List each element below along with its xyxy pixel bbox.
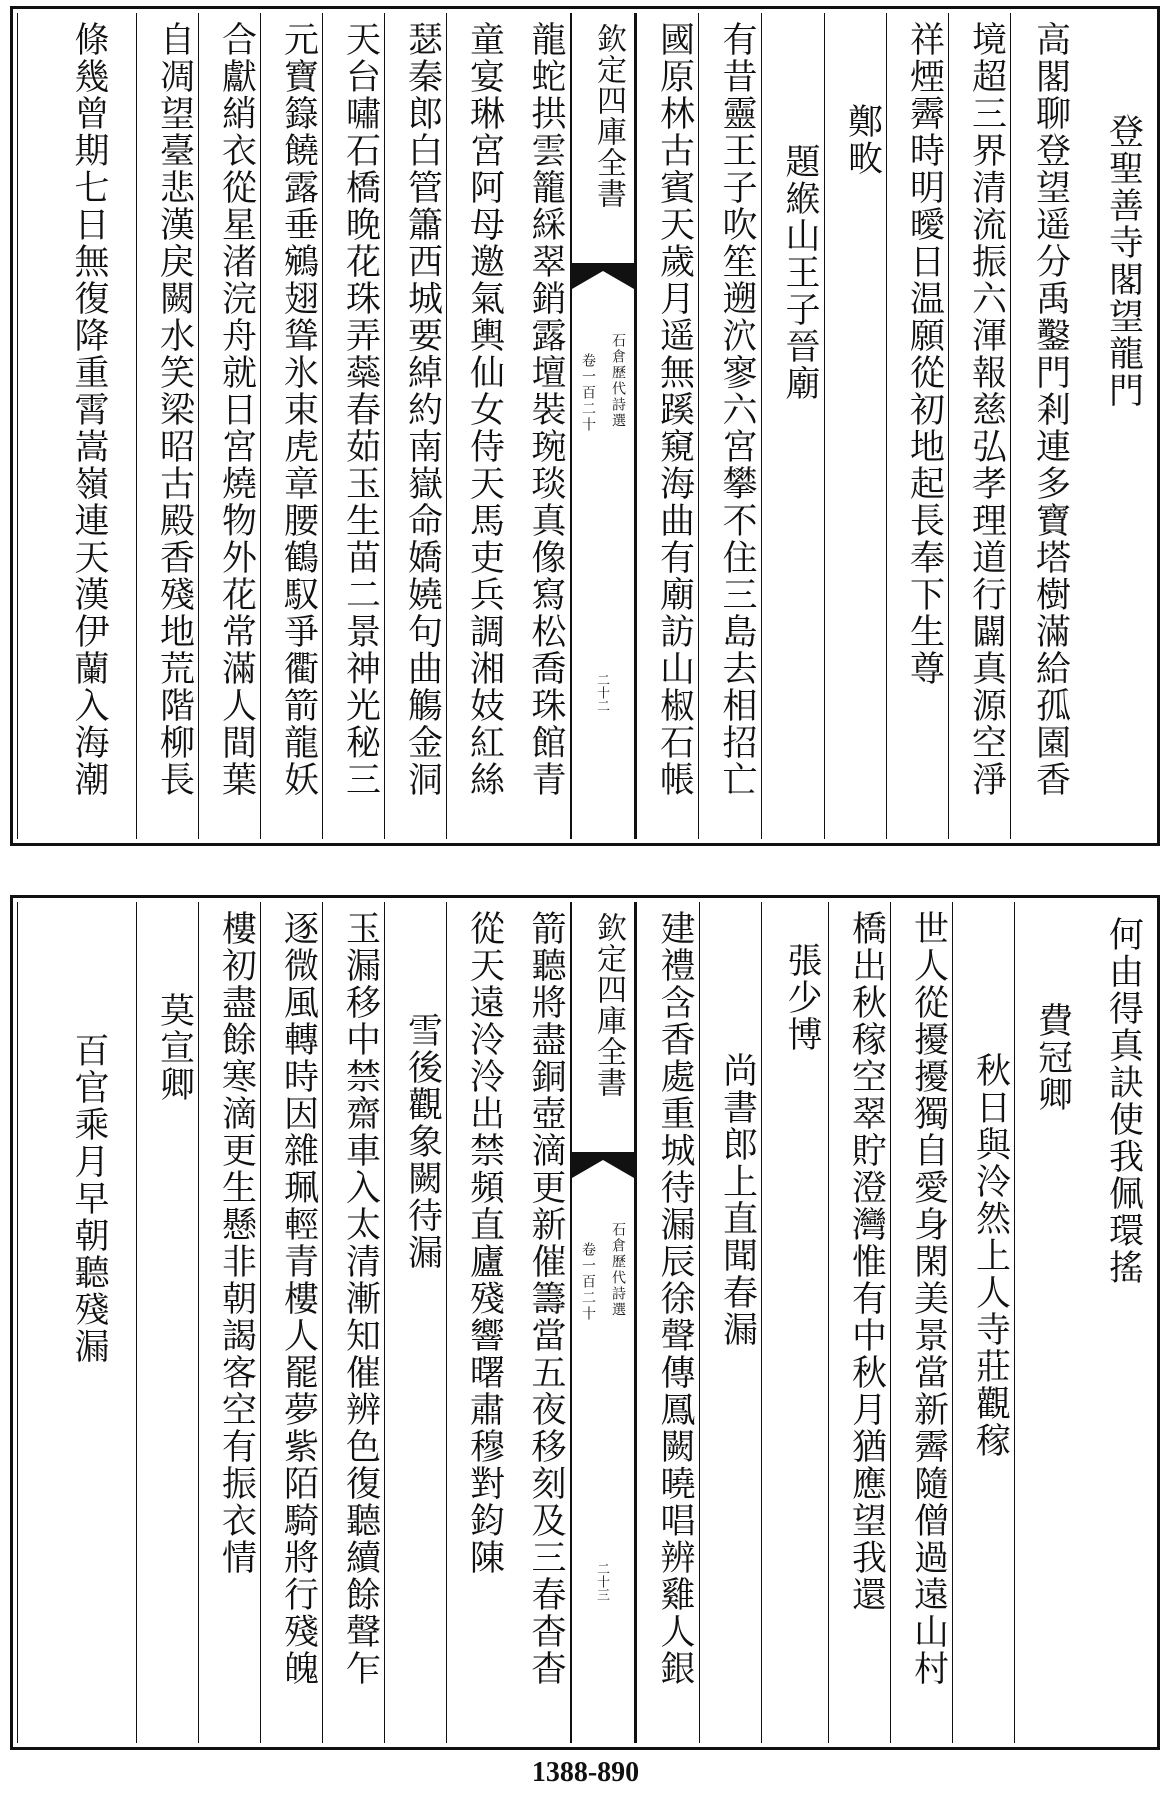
author-name: 鄭畋 <box>842 103 883 177</box>
text-column <box>1076 13 1157 839</box>
text-column <box>636 902 699 1743</box>
text-column <box>17 13 136 839</box>
text-column <box>260 13 322 839</box>
text-column <box>636 13 698 839</box>
poem-title: 尚書郎上直聞春漏 <box>717 1052 758 1348</box>
poem-title: 題緱山王子晉廟 <box>780 143 820 402</box>
fishtail-mark <box>572 263 634 289</box>
poem-line: 自凋望臺悲漢戾闕水笑梁昭古殿香殘地荒階柳長 <box>154 21 195 798</box>
juan-number: 卷一百二十 <box>580 1242 596 1322</box>
poem-line: 世人從擾擾獨自愛身閑美景當新霽隨僧過遠山村 <box>908 910 949 1687</box>
text-column <box>761 902 828 1743</box>
poem-title: 秋日與泠然上人寺莊觀稼 <box>970 1052 1011 1459</box>
author-name: 費冠卿 <box>1032 1002 1073 1113</box>
poem-line: 橋出秋稼空翠貯澄灣惟有中秋月猶應望我還 <box>846 910 887 1613</box>
text-column <box>698 13 761 839</box>
text-column <box>828 902 890 1743</box>
text-column <box>17 902 136 1743</box>
text-column <box>886 13 948 839</box>
poem-line: 合獻綃衣從星渚浣舟就日宮燒物外花常滿人間葉 <box>216 21 257 798</box>
poem-line: 瑟秦郎白管簫西城要綽約南嶽命嬌嬈句曲觴金洞 <box>402 21 443 798</box>
poem-line: 祥煙霽時明曖日温願從初地起長奉下生尊 <box>904 21 945 687</box>
poem-line: 童宴琳宮阿母邀氣輿仙女侍天馬吏兵調湘妓紅絲 <box>464 21 505 798</box>
text-column <box>384 13 446 839</box>
text-column <box>761 13 824 839</box>
book-title: 欽定四庫全書 <box>591 23 626 209</box>
poem-title: 雪後觀象闕待漏 <box>402 1012 443 1271</box>
text-column <box>136 902 198 1743</box>
text-column <box>699 902 761 1743</box>
text-column <box>446 902 508 1743</box>
leaf-number: 二十二 <box>594 673 609 712</box>
text-column <box>952 902 1014 1743</box>
series-title: 石倉歷代詩選 <box>610 333 626 429</box>
fishtail-mark <box>572 1152 634 1178</box>
text-column <box>1014 902 1076 1743</box>
author-name: 莫宣卿 <box>154 992 195 1103</box>
text-column <box>136 13 198 839</box>
center-fold-strip <box>570 902 636 1743</box>
text-column <box>890 902 952 1743</box>
text-column <box>198 13 260 839</box>
poem-line: 有昔靈王子吹笙遡泬寥六宮攀不住三島去相招亡 <box>717 21 757 798</box>
juan-number: 卷一百二十 <box>580 353 596 433</box>
bottom-page <box>10 895 1160 1750</box>
text-column <box>260 902 322 1743</box>
text-column <box>824 13 886 839</box>
poem-line: 元寶籙饒露垂鵷翅聳氷束虎章腰鶴馭爭衢箭龍妖 <box>278 21 319 798</box>
poem-title: 登聖善寺閣望龍門 <box>1103 113 1144 409</box>
text-column <box>508 13 570 839</box>
poem-line: 逐微風轉時因雜珮輕青樓人罷夢紫陌騎將行殘魄 <box>278 910 319 1687</box>
poem-line: 條幾曾期七日無復降重霄嵩嶺連天漢伊蘭入海潮 <box>69 21 109 798</box>
text-column <box>446 13 508 839</box>
series-title: 石倉歷代詩選 <box>610 1222 626 1318</box>
text-column <box>508 902 570 1743</box>
poem-line: 國原林古賓天歲月遥無蹊窺海曲有廟訪山椒石帳 <box>654 21 695 798</box>
leaf-number: 二十三 <box>594 1562 609 1601</box>
text-column <box>384 902 446 1743</box>
poem-line: 境超三界清流振六渾報慈弘孝理道行闢真源空淨 <box>966 21 1007 798</box>
poem-line: 從天遠泠泠出禁頻直廬殘響曙肅穆對鈞陳 <box>464 910 505 1576</box>
text-column <box>198 902 260 1743</box>
poem-line: 玉漏移中禁齋車入太清漸知催辨色復聽續餘聲乍 <box>340 910 381 1687</box>
poem-line: 龍蛇拱雲籠綵翠銷露壇裝琬琰真像寫松喬珠館青 <box>526 21 566 798</box>
poem-line: 天台嘯石橋晚花珠弄蘂春茹玉生苗二景神光秘三 <box>340 21 381 798</box>
author-name: 張少博 <box>782 942 822 1053</box>
poem-line: 建禮含香處重城待漏辰徐聲傳鳳闕曉唱辨雞人銀 <box>655 910 695 1687</box>
text-column <box>322 902 384 1743</box>
poem-title: 百官乘月早朝聽殘漏 <box>69 1032 109 1365</box>
poem-line: 箭聽將盡銅壺滴更新催籌當五夜移刻及三春杳杳 <box>526 910 566 1687</box>
poem-line: 樓初盡餘寒滴更生懸非朝謁客空有振衣情 <box>216 910 257 1576</box>
text-column <box>322 13 384 839</box>
poem-line: 高閣聊登望遥分禹鑿門剎連多寶塔樹滿給孤園香 <box>1030 21 1071 798</box>
book-title: 欽定四庫全書 <box>591 912 626 1098</box>
text-column <box>948 13 1010 839</box>
text-column <box>1076 902 1157 1743</box>
center-fold-strip <box>570 13 636 839</box>
top-page <box>10 6 1160 846</box>
poem-line: 何由得真訣使我佩環搖 <box>1103 916 1144 1286</box>
page-number: 1388-890 <box>531 1757 640 1788</box>
text-column <box>1010 13 1076 839</box>
